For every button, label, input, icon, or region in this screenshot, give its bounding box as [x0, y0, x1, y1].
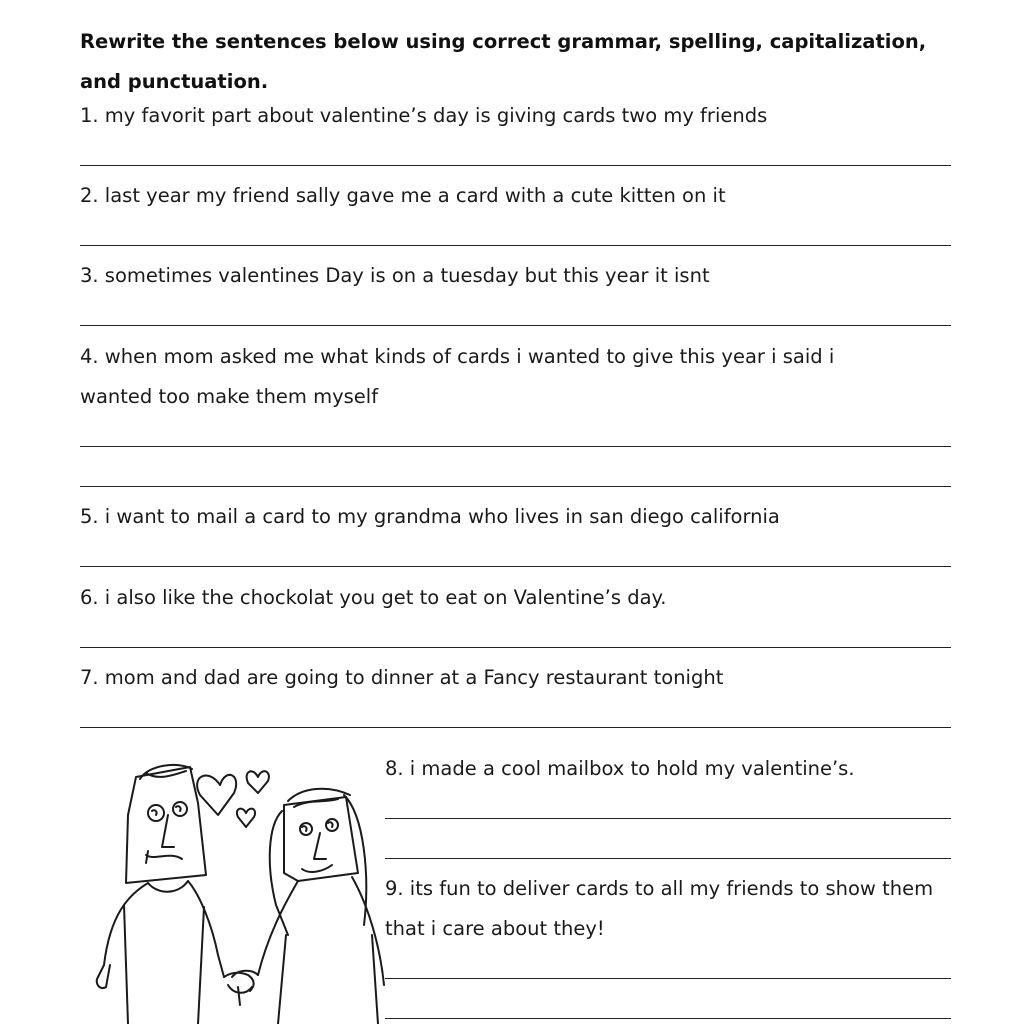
answer-line-6[interactable]	[80, 647, 951, 648]
question-5: 5. i want to mail a card to my grandma who lives in san diego california	[80, 505, 780, 528]
answer-line-2[interactable]	[80, 245, 951, 246]
answer-line-8a[interactable]	[385, 818, 951, 819]
question-2: 2. last year my friend sally gave me a card with a cute kitten on it	[80, 184, 726, 207]
question-9-line-2: that i care about they!	[385, 917, 605, 940]
question-4-line-1: 4. when mom asked me what kinds of cards i wanted to give this year i said i	[80, 345, 835, 368]
answer-line-7[interactable]	[80, 727, 951, 728]
decorative-title-cutoff	[120, 0, 1000, 8]
couple-sketch-illustration	[88, 755, 388, 1024]
answer-line-4b[interactable]	[80, 486, 951, 487]
instructions-line-1: Rewrite the sentences below using correct grammar, spelling, capitalization,	[80, 30, 927, 53]
question-6: 6. i also like the chockolat you get to eat on Valentine’s day.	[80, 586, 667, 609]
instructions	[80, 22, 980, 102]
answer-line-3[interactable]	[80, 325, 951, 326]
question-8: 8. i made a cool mailbox to hold my valentine’s.	[385, 757, 855, 780]
answer-line-1[interactable]	[80, 165, 951, 166]
hearts-icon	[197, 771, 269, 827]
question-7: 7. mom and dad are going to dinner at a Fancy restaurant tonight	[80, 666, 724, 689]
question-9-line-1: 9. its fun to deliver cards to all my friends to show them	[385, 877, 934, 900]
answer-line-5[interactable]	[80, 566, 951, 567]
answer-line-9b[interactable]	[385, 1018, 951, 1019]
question-3: 3. sometimes valentines Day is on a tuesday but this year it isnt	[80, 264, 710, 287]
answer-line-9a[interactable]	[385, 978, 951, 979]
instructions-line-2: and punctuation.	[80, 70, 269, 93]
question-1: 1. my favorit part about valentine’s day is giving cards two my friends	[80, 104, 768, 127]
question-4-line-2: wanted too make them myself	[80, 385, 379, 408]
answer-line-4a[interactable]	[80, 446, 951, 447]
answer-line-8b[interactable]	[385, 858, 951, 859]
